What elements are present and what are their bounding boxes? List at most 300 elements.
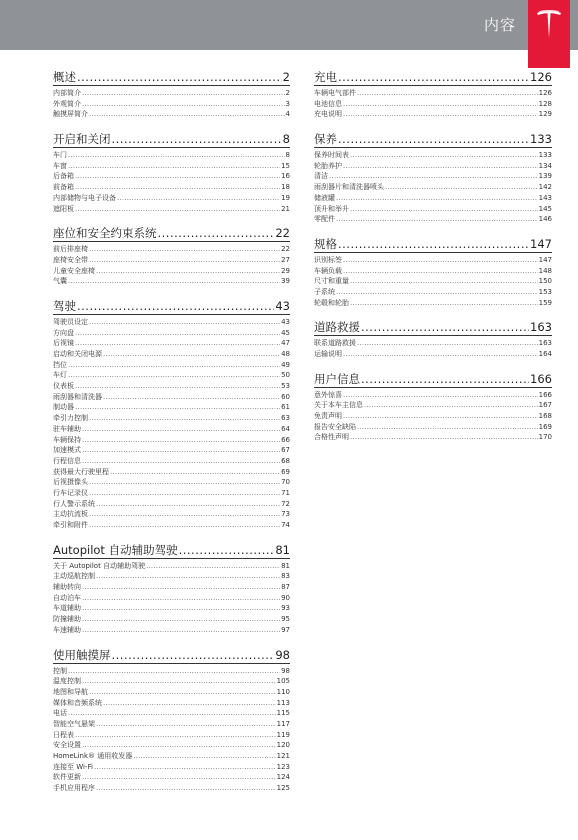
leader-dots (77, 299, 274, 313)
leader-dots (82, 614, 280, 625)
entry-page: 64 (281, 424, 290, 433)
leader-dots (350, 204, 538, 215)
entry-label: 防撞辅助 (53, 615, 81, 624)
leader-dots (361, 372, 529, 386)
entry-page: 124 (276, 773, 290, 782)
toc-entry[interactable] (53, 593, 290, 604)
section-title: 规格 (314, 236, 337, 251)
toc-entry[interactable] (314, 171, 552, 182)
toc-section (314, 237, 552, 308)
toc-section-heading[interactable] (53, 226, 290, 242)
leader-dots (103, 349, 280, 360)
toc-entry[interactable] (53, 381, 290, 392)
entry-label: 遮阳板 (53, 204, 74, 213)
entry-label: 方向盘 (53, 328, 74, 337)
entry-label: 关于本车主信息 (314, 401, 363, 410)
leader-dots (110, 467, 280, 478)
leader-dots (75, 171, 280, 182)
entry-label: 内部简介 (53, 89, 81, 97)
toc-entry[interactable] (314, 349, 552, 360)
entry-page: 147 (538, 255, 552, 264)
toc-entry[interactable] (314, 266, 552, 277)
entry-label: 手机应用程序 (53, 784, 95, 793)
entry-page: 2 (285, 89, 290, 97)
toc-entry[interactable] (314, 422, 552, 433)
toc-section-heading[interactable] (314, 70, 552, 86)
entry-page: 66 (281, 435, 290, 444)
leader-dots (364, 400, 538, 411)
toc-entry[interactable] (53, 161, 290, 172)
leader-dots (82, 88, 285, 99)
page-title: 内容 (483, 16, 516, 34)
toc-entry[interactable] (53, 370, 290, 381)
entry-page: 119 (276, 730, 290, 739)
leader-dots (343, 161, 538, 172)
entry-page: 120 (276, 741, 290, 750)
leader-dots (82, 625, 280, 636)
toc-section-heading[interactable] (53, 648, 290, 664)
toc-entry[interactable] (53, 88, 290, 99)
leader-dots (146, 561, 280, 572)
leader-dots (96, 571, 280, 582)
entry-page: 117 (276, 719, 290, 728)
toc-entry[interactable] (314, 99, 552, 110)
toc-entry[interactable] (53, 413, 290, 424)
leader-dots (385, 182, 538, 193)
entry-label: 挡位 (53, 360, 67, 369)
tesla-logo-icon (535, 10, 563, 40)
leader-dots (338, 132, 529, 146)
toc-entry[interactable] (314, 287, 552, 298)
toc-entry[interactable] (53, 509, 290, 520)
entry-page: 81 (281, 561, 290, 570)
leader-dots (82, 424, 280, 435)
leader-dots (75, 328, 280, 339)
entry-page: 129 (538, 110, 552, 119)
entry-page: 73 (281, 510, 290, 519)
entry-label: 联系道路救援 (314, 339, 356, 348)
section-title: 道路救援 (314, 320, 360, 335)
entry-label: 连接至 Wi-Fi (53, 762, 93, 771)
leader-dots (94, 762, 276, 773)
leader-dots (89, 317, 280, 328)
leader-dots (68, 276, 280, 287)
leader-dots (350, 298, 538, 309)
leader-dots (68, 360, 280, 371)
entry-label: 行程信息 (53, 456, 81, 465)
section-gap (53, 287, 290, 299)
leader-dots (89, 477, 280, 488)
entry-page: 47 (281, 339, 290, 348)
section-gap (314, 120, 552, 132)
entry-label: 智能空气悬架 (53, 719, 95, 728)
entry-page: 134 (538, 161, 552, 170)
toc-section-heading[interactable] (53, 132, 290, 148)
toc-entry[interactable] (314, 182, 552, 193)
toc-entry[interactable] (314, 214, 552, 225)
entry-label: 储液罐 (314, 193, 335, 202)
entry-label: 电话 (53, 709, 67, 718)
toc-entry[interactable] (53, 424, 290, 435)
leader-dots (89, 109, 285, 120)
toc-section (314, 320, 552, 359)
section-title: 使用触摸屏 (53, 647, 111, 662)
entry-page: 93 (281, 604, 290, 613)
entry-label: 地图和导航 (53, 687, 88, 696)
entry-label: 车速辅助 (53, 625, 81, 634)
entry-page: 16 (281, 172, 290, 181)
toc-entry[interactable] (53, 255, 290, 266)
entry-page: 43 (281, 317, 290, 326)
section-page: 43 (275, 298, 290, 313)
section-title: 座位和安全约束系统 (53, 226, 157, 241)
entry-page: 123 (276, 762, 290, 771)
leader-dots (343, 99, 538, 110)
entry-page: 121 (276, 752, 290, 760)
toc-entry[interactable] (53, 193, 290, 204)
leader-dots (82, 435, 280, 446)
toc-entry[interactable] (53, 603, 290, 614)
entry-label: 牵引力控制 (53, 414, 88, 423)
toc-entry[interactable] (53, 171, 290, 182)
toc-section (314, 372, 552, 443)
toc-entry[interactable] (314, 161, 552, 172)
entry-label: 温度控制 (53, 677, 81, 686)
toc-entry[interactable] (53, 698, 290, 709)
section-title: 概述 (53, 70, 76, 84)
entry-page: 19 (281, 193, 290, 202)
section-title: 用户信息 (314, 371, 360, 386)
entry-page: 98 (281, 666, 290, 675)
section-title: 充电 (314, 70, 337, 84)
entry-page: 72 (281, 499, 290, 508)
toc-entry[interactable] (53, 772, 290, 783)
leader-dots (68, 370, 280, 381)
entry-page: 113 (276, 698, 290, 707)
leader-dots (336, 287, 538, 298)
entry-label: 意外惊喜 (314, 390, 342, 399)
entry-label: 启动和关闭电源 (53, 350, 102, 358)
leader-dots (158, 226, 275, 240)
entry-label: 清洁 (314, 172, 328, 181)
leader-dots (343, 411, 538, 422)
entry-label: 车灯 (53, 371, 67, 380)
entry-label: 合格性声明 (314, 433, 349, 442)
toc-entry[interactable] (53, 402, 290, 413)
entry-page: 115 (276, 709, 290, 718)
toc-entry[interactable] (314, 432, 552, 443)
toc-entry[interactable] (53, 109, 290, 120)
leader-dots (350, 150, 538, 161)
entry-label: 制动器 (53, 403, 74, 412)
entry-page: 139 (538, 172, 552, 181)
toc-entry[interactable] (53, 614, 290, 625)
toc-entry[interactable] (53, 349, 290, 360)
toc-section (314, 132, 552, 225)
toc-entry[interactable] (314, 338, 552, 349)
entry-page: 67 (281, 446, 290, 455)
entry-page: 148 (538, 266, 552, 275)
toc-entry[interactable] (53, 328, 290, 339)
entry-label: 车辆负载 (314, 266, 342, 275)
section-title: Autopilot 自动辅助驾驶 (53, 542, 178, 557)
entry-page: 167 (538, 401, 552, 410)
toc-entry[interactable] (53, 338, 290, 349)
section-page: 8 (282, 132, 290, 147)
entry-label: 保养时间表 (314, 151, 349, 160)
toc-entry[interactable] (53, 456, 290, 467)
leader-dots (350, 432, 538, 443)
entry-label: 驾驶员设定 (53, 317, 88, 326)
leader-dots (338, 237, 529, 251)
toc-entry[interactable] (53, 740, 290, 751)
entry-label: 前后排座椅 (53, 245, 88, 254)
toc-section (53, 226, 290, 287)
leader-dots (336, 193, 538, 204)
leader-dots (96, 719, 276, 730)
leader-dots (89, 520, 280, 531)
toc-entry[interactable] (53, 317, 290, 328)
toc-section-heading[interactable] (53, 70, 290, 86)
toc-entry[interactable] (53, 266, 290, 277)
leader-dots (329, 171, 538, 182)
leader-dots (343, 255, 538, 266)
entry-label: 控制 (53, 666, 67, 675)
toc-right-column (314, 70, 552, 443)
leader-dots (343, 390, 538, 401)
toc-entry[interactable] (53, 666, 290, 677)
entry-label: 驻车辅助 (53, 424, 81, 433)
entry-label: 关于 Autopilot 自动辅助驾驶 (53, 561, 146, 570)
leader-dots (112, 648, 275, 662)
section-page: 2 (282, 70, 290, 84)
entry-page: 60 (281, 392, 290, 401)
entry-label: 主动巡航控制 (53, 572, 95, 581)
leader-dots (75, 182, 280, 193)
entry-label: 雨刮器和清洗器 (53, 392, 102, 401)
entry-label: 车道辅助 (53, 604, 81, 613)
toc-entry[interactable] (53, 751, 290, 762)
section-page: 147 (530, 236, 552, 251)
toc-entry[interactable] (53, 676, 290, 687)
leader-dots (343, 109, 538, 120)
leader-dots (343, 266, 538, 277)
toc-entry[interactable] (53, 477, 290, 488)
toc-section-heading[interactable] (53, 299, 290, 315)
toc-entry[interactable] (53, 687, 290, 698)
leader-dots (82, 445, 280, 456)
entry-label: 运输说明 (314, 350, 342, 358)
entry-page: 61 (281, 403, 290, 412)
toc-entry[interactable] (53, 488, 290, 499)
toc-entry[interactable] (53, 392, 290, 403)
entry-label: 免责声明 (314, 412, 342, 421)
section-page: 133 (530, 132, 552, 147)
leader-dots (96, 499, 280, 510)
toc-entry[interactable] (53, 783, 290, 794)
leader-dots (117, 193, 280, 204)
toc-entry[interactable] (314, 390, 552, 401)
toc-section (53, 70, 290, 120)
toc-entry[interactable] (53, 730, 290, 741)
entry-label: 后视摄像头 (53, 478, 88, 487)
entry-page: 4 (285, 110, 290, 119)
entry-page: 22 (281, 245, 290, 254)
leader-dots (68, 161, 280, 172)
entry-label: 充电说明 (314, 110, 342, 119)
leader-dots (112, 132, 282, 146)
entry-page: 15 (281, 161, 290, 170)
leader-dots (103, 392, 280, 403)
entry-page: 145 (538, 204, 552, 213)
leader-dots (89, 509, 280, 520)
toc-entry[interactable] (53, 467, 290, 478)
leader-dots (350, 276, 538, 287)
leader-dots (96, 266, 280, 277)
toc-entry[interactable] (53, 360, 290, 371)
entry-page: 45 (281, 328, 290, 337)
toc-entry[interactable] (53, 204, 290, 215)
entry-page: 143 (538, 193, 552, 202)
entry-page: 146 (538, 215, 552, 224)
toc-entry[interactable] (314, 88, 552, 99)
entry-label: 车辆电气部件 (314, 89, 356, 97)
leader-dots (357, 422, 538, 433)
toc-entry[interactable] (53, 762, 290, 773)
toc-section-heading[interactable] (53, 543, 290, 559)
entry-page: 133 (538, 151, 552, 160)
entry-page: 71 (281, 488, 290, 497)
leader-dots (82, 456, 280, 467)
toc-entry[interactable] (314, 400, 552, 411)
toc-entry[interactable] (314, 150, 552, 161)
entry-page: 70 (281, 478, 290, 487)
entry-label: 气囊 (53, 277, 67, 286)
entry-page: 49 (281, 360, 290, 369)
page-header (0, 0, 578, 50)
entry-label: 主动抗流板 (53, 510, 88, 519)
leader-dots (75, 204, 280, 215)
entry-label: 内部储物与电子设备 (53, 193, 116, 202)
toc-entry[interactable] (53, 708, 290, 719)
toc-entry[interactable] (53, 244, 290, 255)
entry-page: 29 (281, 266, 290, 275)
toc-section (53, 543, 290, 636)
entry-page: 164 (538, 350, 552, 358)
entry-page: 68 (281, 456, 290, 465)
leader-dots (82, 603, 280, 614)
entry-label: 前备箱 (53, 183, 74, 192)
section-gap (53, 120, 290, 132)
leader-dots (75, 381, 280, 392)
toc-entry[interactable] (314, 255, 552, 266)
leader-dots (357, 338, 538, 349)
section-title: 驾驶 (53, 298, 76, 313)
toc-entry[interactable] (53, 561, 290, 572)
entry-label: 软件更新 (53, 773, 81, 782)
entry-page: 74 (281, 521, 290, 529)
leader-dots (68, 666, 280, 677)
toc-section-heading[interactable] (314, 320, 552, 336)
toc-entry[interactable] (53, 99, 290, 110)
toc-entry[interactable] (53, 582, 290, 593)
section-gap (53, 214, 290, 226)
toc-entry[interactable] (53, 150, 290, 161)
entry-label: 媒体和音频系统 (53, 698, 102, 707)
entry-page: 97 (281, 625, 290, 634)
toc-section-heading[interactable] (314, 372, 552, 388)
toc-entry[interactable] (314, 204, 552, 215)
entry-page: 142 (538, 183, 552, 192)
section-gap (314, 360, 552, 372)
toc-entry[interactable] (53, 499, 290, 510)
toc-entry[interactable] (314, 109, 552, 120)
entry-label: 雨刮器片和清洗器喷头 (314, 183, 384, 192)
entry-label: HomeLink® 通用收发器 (53, 752, 133, 760)
toc-entry[interactable] (53, 445, 290, 456)
toc-entry[interactable] (53, 435, 290, 446)
section-gap (53, 636, 290, 648)
toc-entry[interactable] (53, 520, 290, 531)
toc-entry[interactable] (53, 182, 290, 193)
toc-section-heading[interactable] (314, 132, 552, 148)
entry-label: 日程表 (53, 730, 74, 739)
toc-entry[interactable] (314, 193, 552, 204)
toc-entry[interactable] (53, 276, 290, 287)
leader-dots (82, 740, 276, 751)
toc-section-heading[interactable] (314, 237, 552, 253)
entry-label: 尺寸和重量 (314, 277, 349, 286)
toc-entry[interactable] (314, 276, 552, 287)
toc-entry[interactable] (53, 719, 290, 730)
entry-label: 车门 (53, 151, 67, 160)
leader-dots (336, 214, 538, 225)
entry-page: 163 (538, 339, 552, 348)
entry-label: 仪表板 (53, 382, 74, 391)
leader-dots (82, 99, 285, 110)
entry-label: 后备箱 (53, 172, 74, 181)
entry-page: 110 (276, 687, 290, 696)
entry-page: 126 (538, 89, 552, 97)
leader-dots (89, 255, 280, 266)
toc-entry[interactable] (53, 571, 290, 582)
leader-dots (77, 70, 282, 84)
entry-page: 18 (281, 183, 290, 192)
toc-section (53, 648, 290, 794)
entry-page: 69 (281, 467, 290, 476)
entry-page: 83 (281, 572, 290, 581)
section-gap (314, 225, 552, 237)
leader-dots (75, 338, 280, 349)
toc-entry[interactable] (53, 625, 290, 636)
leader-dots (75, 730, 276, 741)
leader-dots (82, 772, 276, 783)
entry-label: 轮毂和轮胎 (314, 298, 349, 307)
section-gap (53, 531, 290, 543)
entry-label: 牵引和附件 (53, 521, 88, 529)
entry-label: 行车记录仪 (53, 488, 88, 497)
leader-dots (68, 150, 285, 161)
entry-page: 150 (538, 277, 552, 286)
entry-page: 153 (538, 287, 552, 296)
toc-entry[interactable] (314, 411, 552, 422)
entry-page: 95 (281, 615, 290, 624)
entry-label: 报告安全缺陷 (314, 422, 356, 431)
toc-entry[interactable] (314, 298, 552, 309)
entry-label: 识别标签 (314, 255, 342, 264)
leader-dots (133, 751, 275, 762)
entry-label: 自动泊车 (53, 593, 81, 602)
